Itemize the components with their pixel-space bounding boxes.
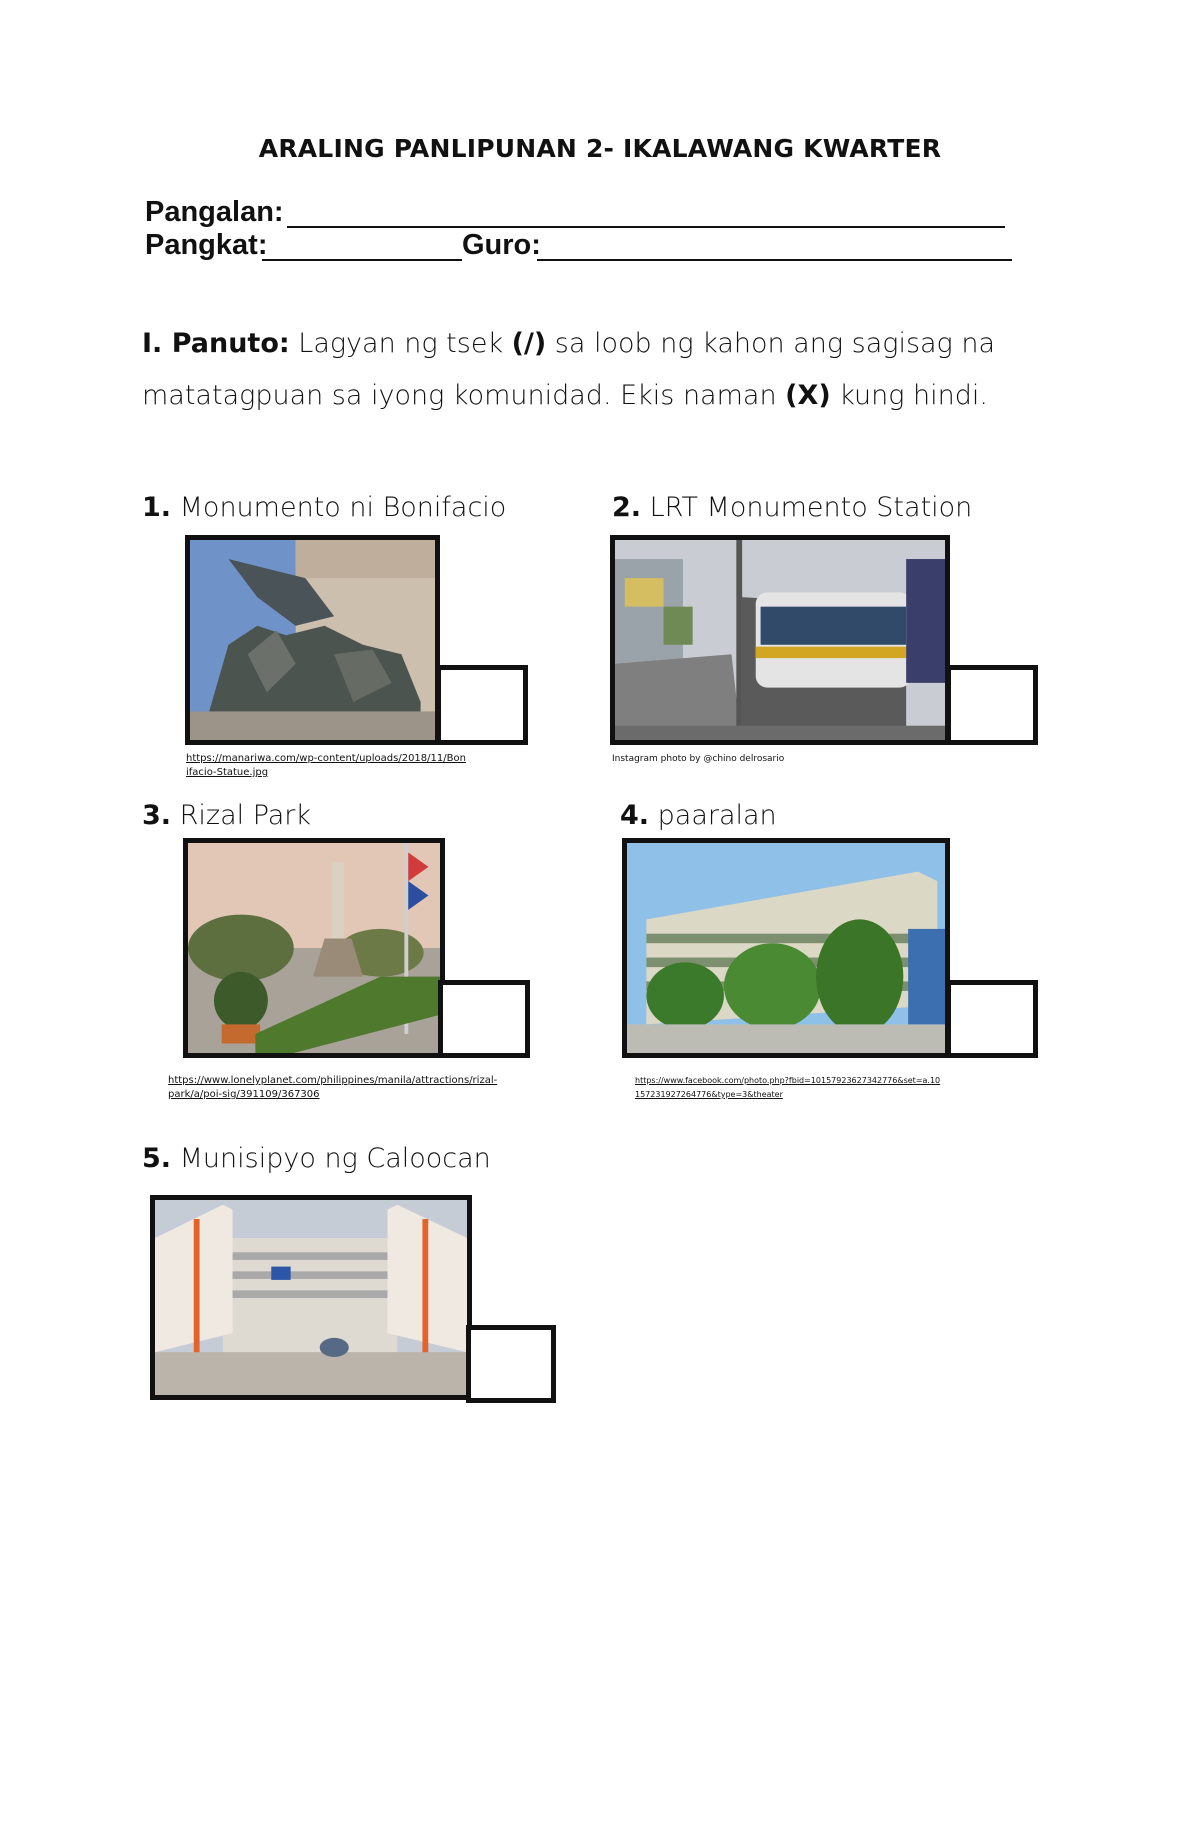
item-2-checkbox[interactable] [946,665,1038,745]
instructions-text-1: Lagyan ng tsek [289,328,512,359]
item-number: 3. [142,800,172,831]
item-5-checkbox[interactable] [466,1325,556,1403]
item-number: 1. [142,492,172,523]
item-4-checkbox[interactable] [946,980,1038,1058]
item-2-label [612,492,972,523]
item-name: Monumento ni Bonifacio [171,492,507,523]
item-3-label [142,800,311,831]
section-label: Pangkat: [145,229,268,261]
item-number: 2. [612,492,642,523]
item-name: LRT Monumento Station [641,492,973,523]
item-name: Rizal Park [171,800,312,831]
item-1-checkbox[interactable] [436,665,528,745]
worksheet-title: ARALING PANLIPUNAN 2- IKALAWANG KWARTER [258,134,942,163]
teacher-blank-line[interactable] [537,259,1012,261]
item-name: Munisipyo ng Caloocan [171,1143,491,1174]
bonifacio-monument-photo [185,535,440,745]
item-2-source-caption: Instagram photo by @chino delrosario [612,754,785,764]
item-name: paaralan [649,800,777,831]
name-blank-line[interactable] [287,226,1005,228]
caloocan-city-hall-photo [150,1195,472,1400]
name-label: Pangalan: [145,196,284,228]
instructions [142,318,1042,422]
item-5-label [142,1143,491,1174]
item-3-source-caption: https://www.lonelyplanet.com/philippines/manila/attractions/rizal-park/a/poi-sig/391109/367306 [168,1075,498,1100]
instructions-text-3: kung hindi. [830,380,989,411]
item-1-label [142,492,506,523]
lrt-train-photo [610,535,950,745]
item-3-checkbox[interactable] [438,980,530,1058]
instructions-prefix: I. Panuto: [142,328,290,359]
item-number: 5. [142,1143,172,1174]
item-1-source-caption: https://manariwa.com/wp-content/uploads/2018/11/Bonifacio-Statue.jpg [186,753,466,778]
item-4-source-caption: https://www.facebook.com/photo.php?fbid=10157923627342776&set=a.10157231927264776&type=3&theater [635,1076,941,1099]
instructions-text-2: sa loob ng kahon ang sagisag na matatagpuan sa iyong komunidad. Ekis naman [142,328,996,411]
section-blank-line[interactable] [262,259,462,261]
item-4-label [620,800,777,831]
x-mark-symbol: (X) [785,380,831,411]
rizal-park-photo [183,838,445,1058]
item-number: 4. [620,800,650,831]
school-building-photo [622,838,950,1058]
check-mark-symbol: (/) [511,328,547,359]
teacher-label: Guro: [462,229,541,261]
